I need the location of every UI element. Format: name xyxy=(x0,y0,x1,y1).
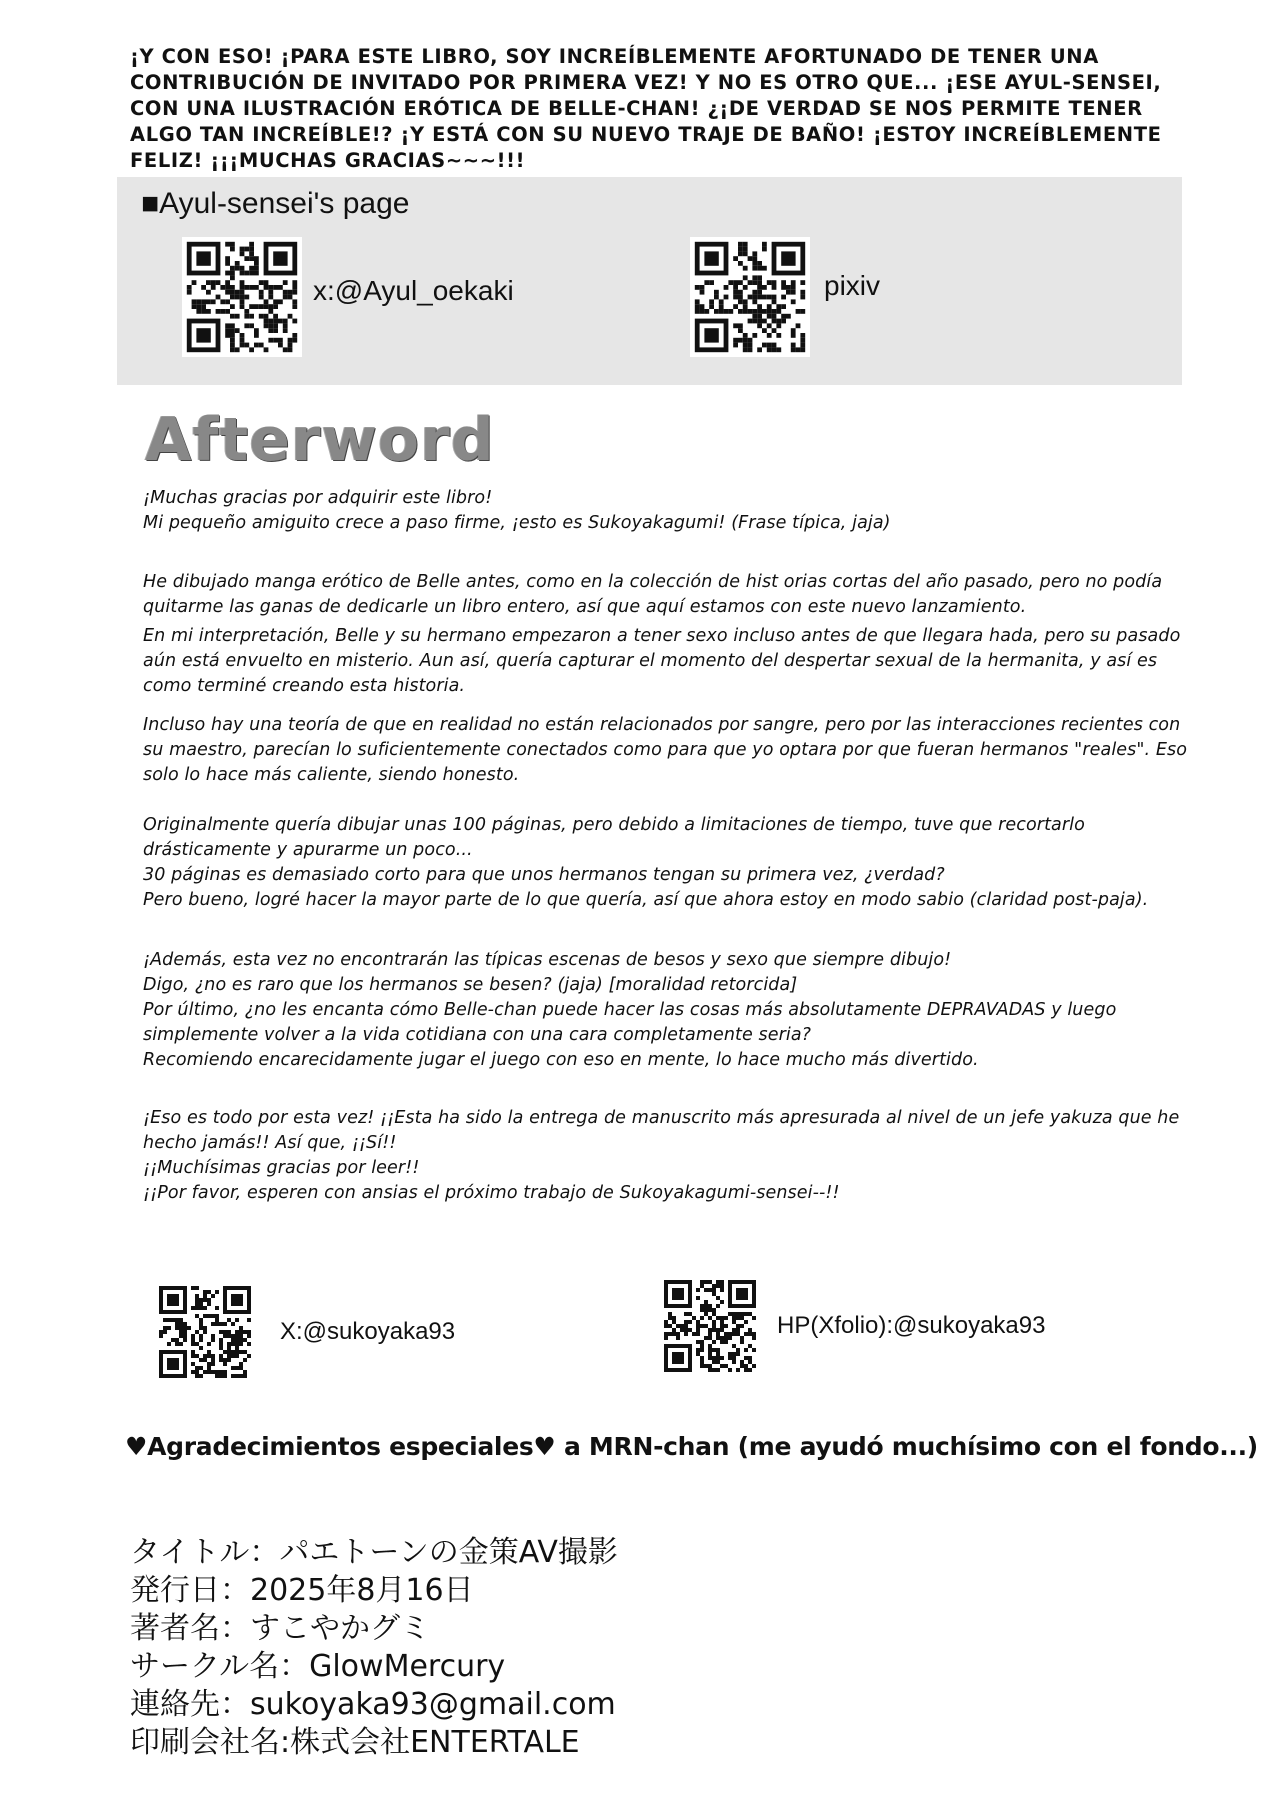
qr-code-icon[interactable] xyxy=(690,237,810,357)
colophon-title: タイトル：パエトーンの金策AV撮影 xyxy=(130,1535,618,1570)
guest-pixiv-link[interactable]: pixiv xyxy=(824,270,881,301)
afterword-title: Afterword xyxy=(145,405,495,475)
qr-code-icon[interactable] xyxy=(660,1276,760,1376)
intro-text: ¡Y CON ESO! ¡PARA ESTE LIBRO, SOY INCREÍBLEMENTE AFORTUNADO DE TENER UNA CONTRIBUCIÓN DE INVITADO POR PRIMERA VEZ! Y NO ES OTRO QUE... ¡ESE AYUL-SENSEI, CON UNA ILUSTRACIÓN ERÓTICA DE BELLE-CHAN! ¿¡DE VERDAD SE NOS PERMITE TENER ALGO TAN INCREÍBLE!? ¡Y ESTÁ CON SU NUEVO TRAJE DE BAÑO! ¡ESTOY INCREÍBLEMENTE FELIZ! ¡¡¡MUCHAS GRACIAS~~~!!! xyxy=(130,45,1162,172)
colophon-contact: 連絡先：sukoyaka93@gmail.com xyxy=(130,1687,616,1722)
guest-box-title: ■Ayul-sensei's page xyxy=(141,187,410,220)
colophon-circle: サークル名：GlowMercury xyxy=(130,1649,506,1684)
afterword-paragraph: En mi interpretación, Belle y su hermano empezaron a tener sexo incluso antes de que llegara hada, pero su pasado aún está envuelto en misterio. Aun así, quería capturar el momento del despertar sexual de la hermanita, y así es como terminé creando esta historia. xyxy=(143,626,1181,696)
afterword-paragraph: He dibujado manga erótico de Belle antes, como en la colección de hist orias cortas del año pasado, pero no podía quitarme las ganas de dedicarle un libro entero, así que aquí estamos con este nuevo lanzamiento. xyxy=(143,572,1163,617)
afterword-paragraph: ¡Eso es todo por esta vez! ¡¡Esta ha sido la entrega de manuscrito más apresurada al nivel de un jefe yakuza que he hecho jamás!! Así que, ¡¡Sí!! ¡¡Muchísimas gracias por leer!! ¡¡Por favor, esperen con ansias el próximo trabajo de Sukoyakagumi-sensei--!! xyxy=(143,1108,1180,1203)
colophon-date: 発行日：2025年8月16日 xyxy=(130,1573,474,1608)
colophon xyxy=(130,1534,618,1762)
colophon-printer: 印刷会社名:株式会社ENTERTALE xyxy=(130,1725,580,1760)
afterword-paragraph: ¡Muchas gracias por adquirir este libro! Mi pequeño amiguito crece a paso firme, ¡esto es Sukoyakagumi! (Frase típica, jaja) xyxy=(143,488,891,533)
author-x-link[interactable]: X:@sukoyaka93 xyxy=(280,1318,456,1345)
guest-x-link[interactable]: x:@Ayul_oekaki xyxy=(313,275,514,306)
qr-code-icon[interactable] xyxy=(155,1282,255,1382)
qr-code-icon[interactable] xyxy=(182,237,302,357)
colophon-author: 著者名：すこやかグミ xyxy=(130,1611,430,1646)
afterword-paragraph: ¡Además, esta vez no encontrarán las típicas escenas de besos y sexo que siempre dibujo! Digo, ¿no es raro que los hermanos se besen? (jaja) [moralidad retorcida] Por último, ¿no les encanta cómo Belle-chan puede hacer las cosas más absolutamente DEPRAVADAS y luego simplemente volver a la vida cotidiana con una cara completamente seria? Recomiendo encarecidamente jugar el juego con eso en mente, lo hace mucho más divertido. xyxy=(143,950,1117,1070)
special-thanks: ♥Agradecimientos especiales♥ a MRN-chan (me ayudó muchísimo con el fondo...) xyxy=(125,1432,1258,1461)
afterword-paragraph: Originalmente quería dibujar unas 100 páginas, pero debido a limitaciones de tiempo, tuve que recortarlo drásticamente y apurarme un poco... 30 páginas es demasiado corto para que unos hermanos tengan su primera vez, ¿verdad? Pero bueno, logré hacer la mayor parte de lo que quería, así que ahora estoy en modo sabio (claridad post-paja). xyxy=(143,815,1149,910)
author-homepage-link[interactable]: HP(Xfolio):@sukoyaka93 xyxy=(777,1312,1046,1339)
afterword-paragraph: Incluso hay una teoría de que en realidad no están relacionados por sangre, pero por las interacciones recientes con su maestro, parecían lo suficientemente conectados como para que yo optara por que fueran hermanos "reales". Eso solo lo hace más caliente, siendo honesto. xyxy=(143,715,1188,785)
guest-artist-box xyxy=(117,177,1182,385)
